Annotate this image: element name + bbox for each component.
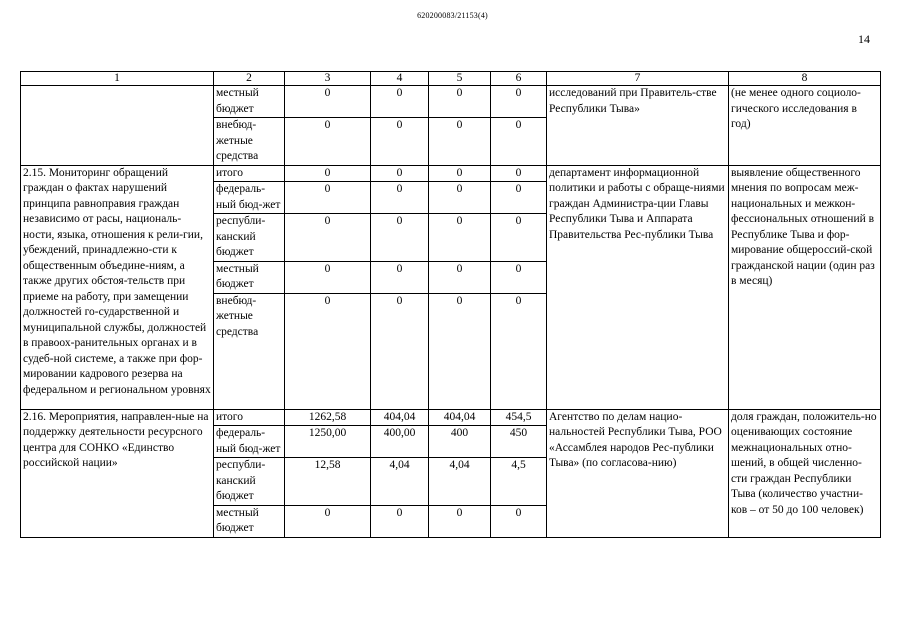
funding-source: итого [214, 165, 285, 182]
value-cell: 0 [371, 165, 429, 182]
value-cell: 0 [429, 182, 491, 214]
value-cell: 0 [285, 86, 371, 118]
value-cell: 0 [285, 293, 371, 409]
header-cell: 3 [285, 72, 371, 86]
value-cell: 400,00 [371, 426, 429, 458]
value-cell: 0 [371, 214, 429, 262]
funding-source: внебюд-жетные средства [214, 293, 285, 409]
value-cell: 0 [491, 182, 547, 214]
value-cell: 0 [429, 86, 491, 118]
funding-source: местный бюджет [214, 86, 285, 118]
funding-source: местный бюджет [214, 261, 285, 293]
document-id: 620200083/21153(4) [417, 11, 488, 20]
funding-source: итого [214, 409, 285, 426]
header-cell: 5 [429, 72, 491, 86]
value-cell: 0 [491, 86, 547, 118]
value-cell: 1250,00 [285, 426, 371, 458]
value-cell: 0 [371, 182, 429, 214]
header-cell: 6 [491, 72, 547, 86]
header-cell: 7 [547, 72, 729, 86]
value-cell: 0 [429, 214, 491, 262]
activity-cell-empty [21, 86, 214, 166]
value-cell: 4,04 [429, 458, 491, 506]
activity-cell: 2.16. Мероприятия, направлен-ные на поддержку деятельности ресурсного центра для СОНКО «Единство российской нации» [21, 409, 214, 537]
value-cell: 0 [491, 214, 547, 262]
value-cell: 0 [491, 261, 547, 293]
value-cell: 4,04 [371, 458, 429, 506]
executor-cell: Агентство по делам нацио-нальностей Республики Тыва, РОО «Ассамблея народов Рес-публики Тыва» (по согласова-нию) [547, 409, 729, 537]
value-cell: 0 [491, 505, 547, 537]
value-cell: 0 [429, 261, 491, 293]
value-cell: 454,5 [491, 409, 547, 426]
funding-source: местный бюджет [214, 505, 285, 537]
value-cell: 404,04 [371, 409, 429, 426]
value-cell: 404,04 [429, 409, 491, 426]
value-cell: 0 [285, 261, 371, 293]
value-cell: 0 [285, 214, 371, 262]
header-row [21, 72, 881, 86]
value-cell: 12,58 [285, 458, 371, 506]
value-cell: 0 [285, 182, 371, 214]
value-cell: 0 [285, 505, 371, 537]
value-cell: 1262,58 [285, 409, 371, 426]
table-row [21, 165, 881, 182]
result-cell: доля граждан, положитель-но оценивающих состояние межнациональных отно-шений, в общей численно-сти граждан Республики Тыва (количество участни-ков – от 50 до 100 человек) [729, 409, 881, 537]
page-number: 14 [858, 32, 870, 46]
value-cell: 0 [285, 165, 371, 182]
value-cell: 0 [371, 261, 429, 293]
value-cell: 0 [371, 293, 429, 409]
value-cell: 400 [429, 426, 491, 458]
value-cell: 4,5 [491, 458, 547, 506]
value-cell: 0 [285, 118, 371, 166]
result-cell: выявление общественного мнения по вопросам меж-национальных и межкон-фессиональных отношений в Республике Тыва и фор-мирование общероссий-ской гражданской нации (один раз в месяц) [729, 165, 881, 409]
value-cell: 0 [371, 86, 429, 118]
header-cell: 8 [729, 72, 881, 86]
value-cell: 0 [429, 293, 491, 409]
program-table [20, 71, 881, 538]
value-cell: 0 [491, 293, 547, 409]
value-cell: 0 [371, 505, 429, 537]
value-cell: 0 [371, 118, 429, 166]
header-cell: 4 [371, 72, 429, 86]
executor-cell: департамент информационной политики и работы с обраще-ниями граждан Администра-ции Главы Республики Тыва и Аппарата Правительства Рес-публики Тыва [547, 165, 729, 409]
header-cell: 1 [21, 72, 214, 86]
funding-source: внебюд-жетные средства [214, 118, 285, 166]
funding-source: федераль-ный бюд-жет [214, 426, 285, 458]
value-cell: 0 [429, 118, 491, 166]
executor-cell: исследований при Правитель-стве Республики Тыва» [547, 86, 729, 166]
value-cell: 450 [491, 426, 547, 458]
activity-cell: 2.15. Мониторинг обращений граждан о фактах нарушений принципа равноправия граждан независимо от расы, националь-ности, языка, отношения к рели-гии, убеждений, принадлежно-сти к общественным объедине-ниям, а также других обстоя-тельств при приеме на работу, при замещении должностей го-сударственной и муниципальной службы, должностей в правоох-ранительных органах и в судеб-ной системе, а также при фор-мировании кадрового резерва на федеральном и региональном уровнях [21, 165, 214, 409]
funding-source: республи-канский бюджет [214, 458, 285, 506]
value-cell: 0 [429, 165, 491, 182]
value-cell: 0 [491, 165, 547, 182]
result-cell: (не менее одного социоло-гического исследования в год) [729, 86, 881, 166]
header-cell: 2 [214, 72, 285, 86]
table-row [21, 409, 881, 426]
funding-source: федераль-ный бюд-жет [214, 182, 285, 214]
table-row [21, 86, 881, 118]
value-cell: 0 [429, 505, 491, 537]
value-cell: 0 [491, 118, 547, 166]
funding-source: республи-канский бюджет [214, 214, 285, 262]
